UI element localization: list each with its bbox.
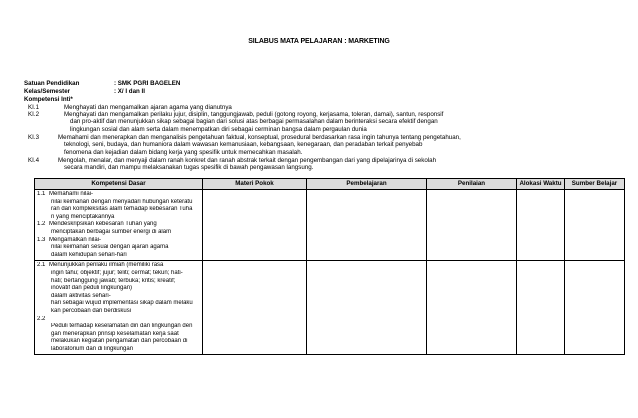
kd-line <box>37 244 200 252</box>
header-penilaian: Penilaian <box>427 179 517 190</box>
kd-text: Mendeskripsikan kebesaran Tuhan yang <box>49 221 157 228</box>
materi-cell <box>203 261 307 355</box>
pembelajaran-cell <box>307 261 427 355</box>
ki-code: KI.4 <box>28 157 40 164</box>
kd-text: kan percobaan dan berdiskusi <box>51 307 132 314</box>
kd-line <box>37 214 200 222</box>
kd-line <box>37 346 200 354</box>
info-school <box>24 80 180 87</box>
ki-line: teknologi, seni, budaya, dan humaniora dalam wawasan kemanusiaan, kebangsaan, kenegaraan, dan peradaban terkait penyebab <box>64 141 423 149</box>
kd-line <box>37 300 200 308</box>
ki-line: Memahami dan menerapkan dan menganalisis pengetahuan faktual, konseptual, prosedural berdasarkan rasa ingin tahunya tentang pengetahuan, <box>58 134 461 141</box>
alokasi-cell <box>517 261 565 355</box>
kd-line <box>37 323 200 331</box>
kd-line <box>37 229 200 237</box>
ki-line: lingkungan sosial dan alam serta dalam menempatkan diri sebagai cerminan bangsa dalam pergaulan dunia <box>70 125 367 133</box>
info-class <box>24 88 145 95</box>
penilaian-cell <box>427 261 517 355</box>
ki-line: Mengolah, menalar, dan menyaji dalam ranah konkret dan ranah abstrak terkait dengan pengembangan dari yang dipelajarinya di sekolah <box>58 157 437 164</box>
header-kompetensi-dasar: Kompetensi Dasar <box>35 179 203 190</box>
sumber-cell <box>565 261 625 355</box>
table-row <box>35 261 625 355</box>
kd-line <box>37 293 200 301</box>
kd-line <box>37 278 200 286</box>
kd-line <box>37 206 200 214</box>
pembelajaran-cell <box>307 190 427 261</box>
ki-line: fenomena dan kejadian dalam bidang kerja yang spesifik untuk memecahkan masalah. <box>64 148 303 156</box>
kd-line <box>37 221 200 229</box>
kd-text: laboratorium dan di lingkungan <box>51 345 134 352</box>
ki-item <box>24 157 624 173</box>
kd-line <box>37 252 200 260</box>
kd-text: melakukan kegiatan pengamatan dan percobaan di <box>51 338 188 345</box>
ki-code: KI.2 <box>28 111 40 118</box>
kd-text: gan menerapkan prinsip keselamatan kerja saat <box>51 330 179 337</box>
alokasi-cell <box>517 190 565 261</box>
ki-line: Menghayati dan mengamalkan ajaran agama yang dianutnya <box>64 104 232 111</box>
header-materi-pokok: Materi Pokok <box>203 179 307 190</box>
kd-text: menciptakan berbagai sumber energi di alam <box>51 228 172 235</box>
info-school-value: : SMK PGRI BAGELEN <box>114 80 181 87</box>
kd-text: dalam kehidupan sehari-hari <box>51 251 127 258</box>
kd-line <box>37 191 200 199</box>
ki-line: Menghayati dan mengamalkan perilaku jujur, disiplin, tanggungjawab, peduli (gotong royong, kerjasama, toleran, damai), santun, responsif <box>64 111 444 118</box>
kd-number: 1.3 <box>37 236 46 243</box>
kd-text: ran dan kompleksitas alam terhadap kebesaran Tuha <box>51 206 193 213</box>
kd-number: 1.1 <box>37 191 46 197</box>
info-class-value: : X/ I dan II <box>114 88 145 95</box>
kd-text: dalam aktivitas sehari- <box>51 292 111 299</box>
kd-number: 1.2 <box>37 221 46 228</box>
kd-cell <box>35 261 203 355</box>
ki-item <box>24 111 624 134</box>
header-alokasi-waktu: Alokasi Waktu <box>517 179 565 190</box>
info-class-label: Kelas/Semester <box>24 88 71 95</box>
syllabus-table <box>34 178 625 355</box>
kd-text: hati; bertanggung jawab; terbuka; kritis; kreatif; <box>51 277 176 284</box>
table-row <box>35 190 625 261</box>
kd-text: hari sebagai wujud implementasi sikap dalam melaku <box>51 300 193 307</box>
kd-text: inovatif dan peduli lingkungan) <box>51 285 133 292</box>
info-school-label: Satuan Pendidikan <box>24 80 80 87</box>
kd-text: Menunjukkan perilaku ilmiah (memiliki rasa <box>49 262 164 269</box>
kd-line <box>37 270 200 278</box>
sumber-cell <box>565 190 625 261</box>
table-header-row <box>35 179 625 190</box>
kd-line <box>37 331 200 339</box>
kd-number: 2.2 <box>37 315 46 322</box>
kd-line <box>37 262 200 270</box>
ki-code: KI.3 <box>28 134 40 141</box>
kd-text: n yang menciptakannya <box>51 213 115 220</box>
kd-line <box>37 199 200 207</box>
ki-line: secara mandiri, dan mampu melaksanakan tugas spesifik di bawah pengawasan langsung. <box>64 164 314 172</box>
kd-text: nilai keimanan dengan menyadari hubungan keteratu <box>51 198 193 205</box>
materi-cell <box>203 190 307 261</box>
kd-line <box>37 237 200 245</box>
kd-text: Mengamalkan nilai- <box>49 236 102 243</box>
page-title: SILABUS MATA PELAJARAN : MARKETING <box>248 38 390 45</box>
ki-line: dan pro-aktif dan menunjukkan sikap sebagai bagian dari solusi atas berbagai permasalahan dalam berinteraksi secara efektif dengan <box>70 118 438 126</box>
kd-text: ingin tahu; objektif; jujur; teliti; cermat; tekun; hati- <box>51 269 183 276</box>
penilaian-cell <box>427 190 517 261</box>
kd-line <box>37 285 200 293</box>
kd-number: 2.1 <box>37 262 46 269</box>
kd-text: Peduli terhadap keselamatan diri dan lingkungan den <box>51 323 193 330</box>
kd-line <box>37 308 200 316</box>
kd-text: Memahami nilai- <box>49 191 94 197</box>
ki-heading: Kompetensi Inti* <box>24 96 73 103</box>
ki-code: KI.1 <box>28 104 40 111</box>
kd-line <box>37 316 200 324</box>
kd-text: nilai keimanan sesuai dengan ajaran agama <box>51 244 169 251</box>
kd-cell <box>35 190 203 261</box>
kd-line <box>37 338 200 346</box>
header-sumber-belajar: Sumber Belajar <box>565 179 625 190</box>
header-pembelajaran: Pembelajaran <box>307 179 427 190</box>
ki-item <box>24 134 624 157</box>
